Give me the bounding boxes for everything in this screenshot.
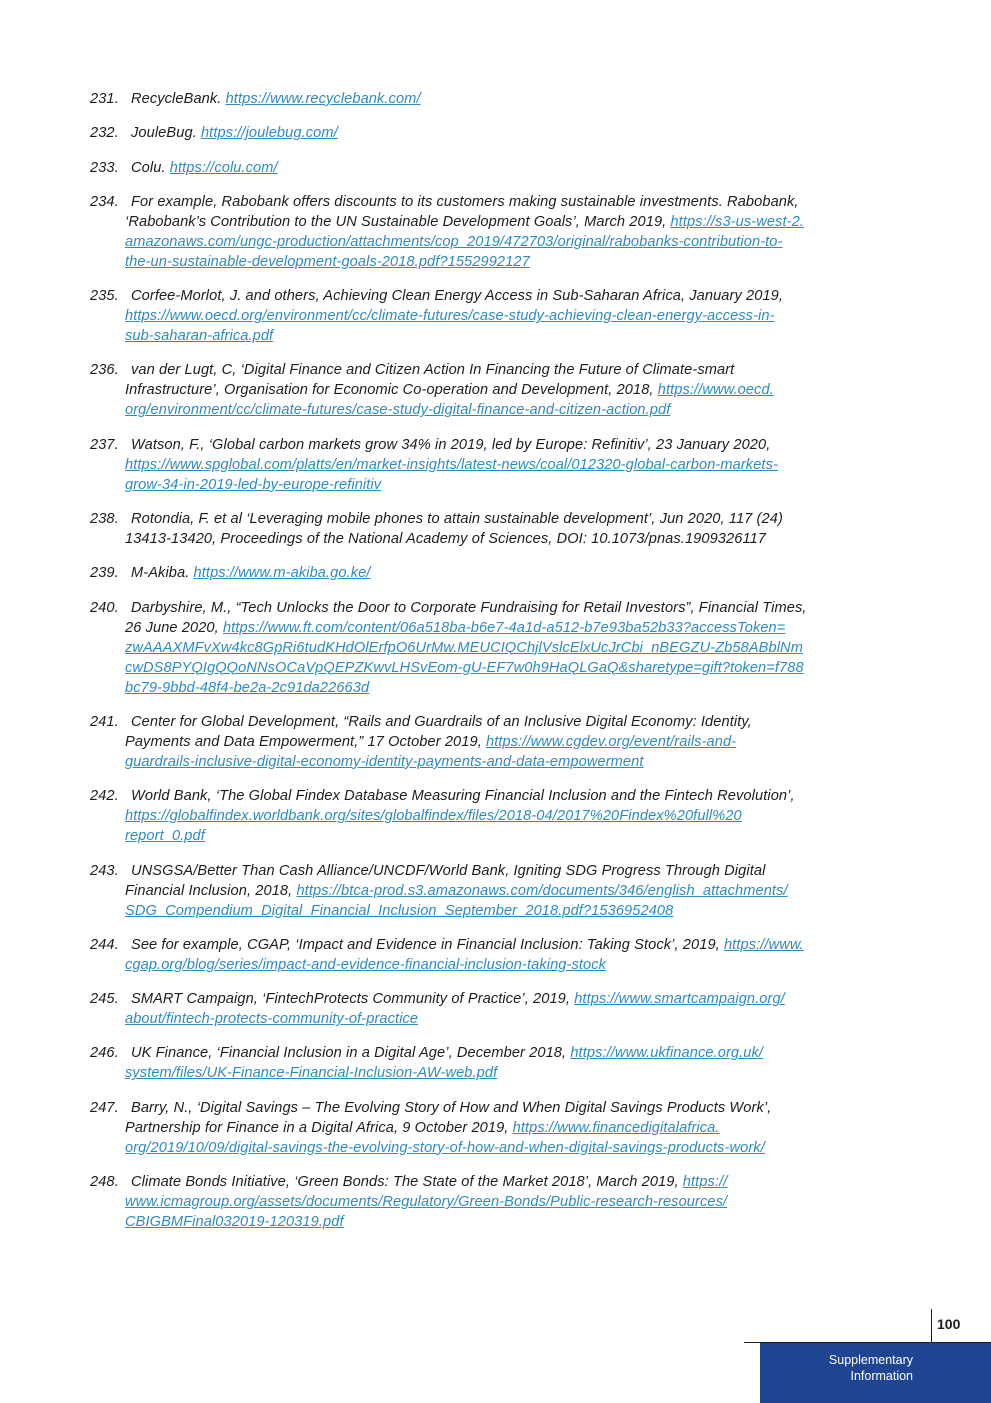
reference-link[interactable]: bc79-9bbd-48f4-be2a-2c91da22663d <box>125 679 370 696</box>
reference-line <box>90 435 910 455</box>
reference-line <box>90 678 910 698</box>
reference-number: 248. <box>90 1174 119 1191</box>
reference-line <box>90 826 910 846</box>
reference-link[interactable]: https://www.m-akiba.go.ke/ <box>193 565 371 582</box>
reference-item <box>90 158 910 178</box>
reference-line <box>90 1192 910 1212</box>
reference-text: Corfee-Morlot, J. and others, Achieving Clean Energy Access in Sub-Saharan Africa, January 2019, <box>131 288 784 305</box>
reference-item <box>90 89 910 109</box>
reference-text: 13413-13420, Proceedings of the National Academy of Sciences, DOI: 10.1073/pnas.1909326117 <box>125 531 767 548</box>
reference-link[interactable]: cwDS8PYQIgQQoNNsOCaVpQEPZKwvLHSvEom-gU-EF7w0h9HaQLGaQ&sharetype=gift?token=f788 <box>125 659 804 676</box>
reference-line <box>90 752 910 772</box>
reference-text: World Bank, ‘The Global Findex Database Measuring Financial Inclusion and the Fintech Revolution’, <box>131 788 795 805</box>
reference-text: JouleBug. <box>131 125 201 142</box>
reference-link[interactable]: https://joulebug.com/ <box>200 125 338 142</box>
reference-text: Colu. <box>131 159 170 176</box>
reference-list <box>90 89 910 1246</box>
reference-item <box>90 861 910 921</box>
reference-link[interactable]: sub-saharan-africa.pdf <box>125 328 274 345</box>
reference-number: 247. <box>90 1099 119 1116</box>
reference-line <box>90 1118 910 1138</box>
reference-text: Payments and Data Empowerment,” 17 October 2019, <box>125 733 487 750</box>
reference-text: UK Finance, ‘Financial Inclusion in a Digital Age’, December 2018, <box>131 1045 571 1062</box>
reference-line <box>90 563 910 583</box>
reference-text: Financial Inclusion, 2018, <box>125 882 297 899</box>
reference-item <box>90 563 910 583</box>
reference-line <box>90 658 910 678</box>
reference-line <box>90 286 910 306</box>
reference-number: 232. <box>90 125 119 142</box>
reference-line <box>90 598 910 618</box>
reference-line <box>90 1098 910 1118</box>
reference-link[interactable]: system/files/UK-Finance-Financial-Inclusion-AW-web.pdf <box>125 1065 498 1082</box>
reference-link[interactable]: https://globalfindex.worldbank.org/sites/globalfindex/files/2018-04/2017%20Findex%20full%20 <box>125 808 742 825</box>
reference-number: 243. <box>90 862 119 879</box>
reference-text: For example, Rabobank offers discounts to its customers making sustainable investments. Rabobank, <box>131 193 799 210</box>
reference-line <box>90 1063 910 1083</box>
reference-text: RecycleBank. <box>131 91 226 107</box>
reference-link[interactable]: org/environment/cc/climate-futures/case-study-digital-finance-and-citizen-action.pdf <box>125 402 671 419</box>
reference-text: M-Akiba. <box>131 565 194 582</box>
reference-line <box>90 901 910 921</box>
reference-number: 236. <box>90 362 119 379</box>
reference-link[interactable]: report_0.pdf <box>125 828 205 845</box>
reference-number: 244. <box>90 936 119 953</box>
reference-link[interactable]: CBIGBMFinal032019-120319.pdf <box>125 1214 344 1231</box>
reference-line <box>90 1043 910 1063</box>
reference-link[interactable]: SDG_Compendium_Digital_Financial_Inclusion_September_2018.pdf?1536952408 <box>125 902 674 919</box>
reference-number: 238. <box>90 511 119 528</box>
reference-line <box>90 475 910 495</box>
reference-line <box>90 400 910 420</box>
reference-line <box>90 935 910 955</box>
reference-line <box>90 786 910 806</box>
reference-number: 240. <box>90 599 119 616</box>
reference-item <box>90 509 910 549</box>
reference-link[interactable]: org/2019/10/09/digital-savings-the-evolving-story-of-how-and-when-digital-savings-products-work/ <box>125 1139 765 1156</box>
reference-text: ‘Rabobank’s Contribution to the UN Sustainable Development Goals’, March 2019, <box>125 213 671 230</box>
reference-line <box>90 861 910 881</box>
reference-text: Darbyshire, M., “Tech Unlocks the Door to Corporate Fundraising for Retail Investors”, Financial Times, <box>131 599 807 616</box>
reference-text: UNSGSA/Better Than Cash Alliance/UNCDF/World Bank, Igniting SDG Progress Through Digital <box>131 862 766 879</box>
reference-number: 245. <box>90 991 119 1008</box>
reference-text: Center for Global Development, “Rails and Guardrails of an Inclusive Digital Economy: Identity, <box>131 713 752 730</box>
reference-text: Climate Bonds Initiative, ‘Green Bonds: The State of the Market 2018’, March 2019, <box>131 1174 683 1191</box>
page-number: 100 <box>937 1316 961 1332</box>
reference-link[interactable]: https://www.financedigitalafrica. <box>512 1119 720 1136</box>
reference-text: van der Lugt, C, ‘Digital Finance and Citizen Action In Financing the Future of Climate-smart <box>131 362 735 379</box>
reference-item <box>90 435 910 495</box>
reference-line <box>90 306 910 326</box>
reference-text: Rotondia, F. et al ‘Leveraging mobile phones to attain sustainable development’, Jun 2020, 117 (24) <box>131 511 783 528</box>
reference-line <box>90 212 910 232</box>
reference-line <box>90 192 910 212</box>
reference-line <box>90 360 910 380</box>
reference-item <box>90 1172 910 1232</box>
reference-link[interactable]: www.icmagroup.org/assets/documents/Regulatory/Green-Bonds/Public-research-resources/ <box>125 1194 728 1211</box>
reference-line <box>90 529 910 549</box>
reference-text: 26 June 2020, <box>125 619 223 636</box>
reference-item <box>90 712 910 772</box>
reference-line <box>90 989 910 1009</box>
reference-item <box>90 786 910 846</box>
reference-number: 246. <box>90 1045 119 1062</box>
reference-item <box>90 989 910 1029</box>
reference-link[interactable]: grow-34-in-2019-led-by-europe-refinitiv <box>125 476 382 493</box>
reference-number: 233. <box>90 159 119 176</box>
reference-item <box>90 935 910 975</box>
reference-item <box>90 286 910 346</box>
reference-link[interactable]: https://www.cgdev.org/event/rails-and- <box>486 733 737 750</box>
reference-line <box>90 509 910 529</box>
reference-link[interactable]: https://www.recyclebank.com/ <box>225 91 421 107</box>
reference-line <box>90 232 910 252</box>
reference-line <box>90 618 910 638</box>
reference-link[interactable]: guardrails-inclusive-digital-economy-identity-payments-and-data-empowerment <box>125 753 644 770</box>
reference-text: Partnership for Finance in a Digital Africa, 9 October 2019, <box>125 1119 513 1136</box>
reference-text: Watson, F., ‘Global carbon markets grow 34% in 2019, led by Europe: Refinitiv’, 23 January 2020, <box>131 436 771 453</box>
reference-item <box>90 360 910 420</box>
reference-line <box>90 881 910 901</box>
reference-line <box>90 252 910 272</box>
reference-line <box>90 89 910 109</box>
reference-link[interactable]: https://www.oecd.org/environment/cc/climate-futures/case-study-achieving-clean-energy-access-in- <box>125 308 775 325</box>
reference-number: 239. <box>90 565 119 582</box>
reference-item <box>90 123 910 143</box>
reference-link[interactable]: about/fintech-protects-community-of-practice <box>125 1011 419 1028</box>
reference-line <box>90 732 910 752</box>
section-label-line1: Supplementary <box>828 1353 913 1367</box>
reference-number: 241. <box>90 713 119 730</box>
reference-link[interactable]: https://www.oecd. <box>657 382 774 399</box>
reference-text: See for example, CGAP, ‘Impact and Evidence in Financial Inclusion: Taking Stock’, 2019, <box>131 936 724 953</box>
section-tab <box>760 1343 991 1403</box>
reference-link[interactable]: https://btca-prod.s3.amazonaws.com/documents/346/english_attachments/ <box>296 882 788 899</box>
section-label <box>829 1352 913 1384</box>
reference-number: 234. <box>90 193 119 210</box>
reference-line <box>90 638 910 658</box>
reference-text: Infrastructure’, Organisation for Economic Co-operation and Development, 2018, <box>125 382 658 399</box>
reference-item <box>90 192 910 272</box>
reference-item <box>90 598 910 698</box>
reference-link[interactable]: the-un-sustainable-development-goals-2018.pdf?1552992127 <box>125 253 530 270</box>
reference-link[interactable]: amazonaws.com/ungc-production/attachments/cop_2019/472703/original/rabobanks-contribution-to- <box>125 233 783 250</box>
reference-line <box>90 1138 910 1158</box>
reference-line <box>90 1172 910 1192</box>
reference-number: 242. <box>90 788 119 805</box>
reference-line <box>90 380 910 400</box>
reference-link[interactable]: zwAAAXMFvXw4kc8GpRi6tudKHdOlErfpO6UrMw.MEUCIQChjlVslcElxUcJrCbi_nBEGZU-Zb58ABblNm <box>125 639 803 656</box>
reference-line <box>90 712 910 732</box>
reference-text: SMART Campaign, ‘FintechProtects Community of Practice’, 2019, <box>131 991 575 1008</box>
reference-text: Barry, N., ‘Digital Savings – The Evolving Story of How and When Digital Savings Products Work’, <box>131 1099 772 1116</box>
reference-link[interactable]: https://s3-us-west-2. <box>670 213 804 230</box>
reference-link[interactable]: https://www. <box>723 936 804 953</box>
reference-link[interactable]: cgap.org/blog/series/impact-and-evidence-financial-inclusion-taking-stock <box>125 956 607 973</box>
reference-line <box>90 455 910 475</box>
reference-line <box>90 158 910 178</box>
reference-line <box>90 1009 910 1029</box>
reference-link[interactable]: https://www.ft.com/content/06a518ba-b6e7-4a1d-a512-b7e93ba52b33?accessToken= <box>222 619 786 636</box>
reference-line <box>90 326 910 346</box>
reference-number: 235. <box>90 288 119 305</box>
reference-line <box>90 955 910 975</box>
reference-link[interactable]: https://www.smartcampaign.org/ <box>574 991 785 1008</box>
reference-link[interactable]: https://www.spglobal.com/platts/en/market-insights/latest-news/coal/012320-global-carbon-markets- <box>125 456 778 473</box>
reference-item <box>90 1043 910 1083</box>
reference-link[interactable]: https://colu.com/ <box>169 159 278 176</box>
reference-link[interactable]: https:// <box>682 1174 728 1191</box>
reference-link[interactable]: https://www.ukfinance.org.uk/ <box>570 1045 764 1062</box>
reference-item <box>90 1098 910 1158</box>
reference-line <box>90 806 910 826</box>
reference-line <box>90 1212 910 1232</box>
section-label-line2: Information <box>850 1369 913 1383</box>
reference-number: 231. <box>90 91 119 107</box>
reference-number: 237. <box>90 436 119 453</box>
reference-line <box>90 123 910 143</box>
